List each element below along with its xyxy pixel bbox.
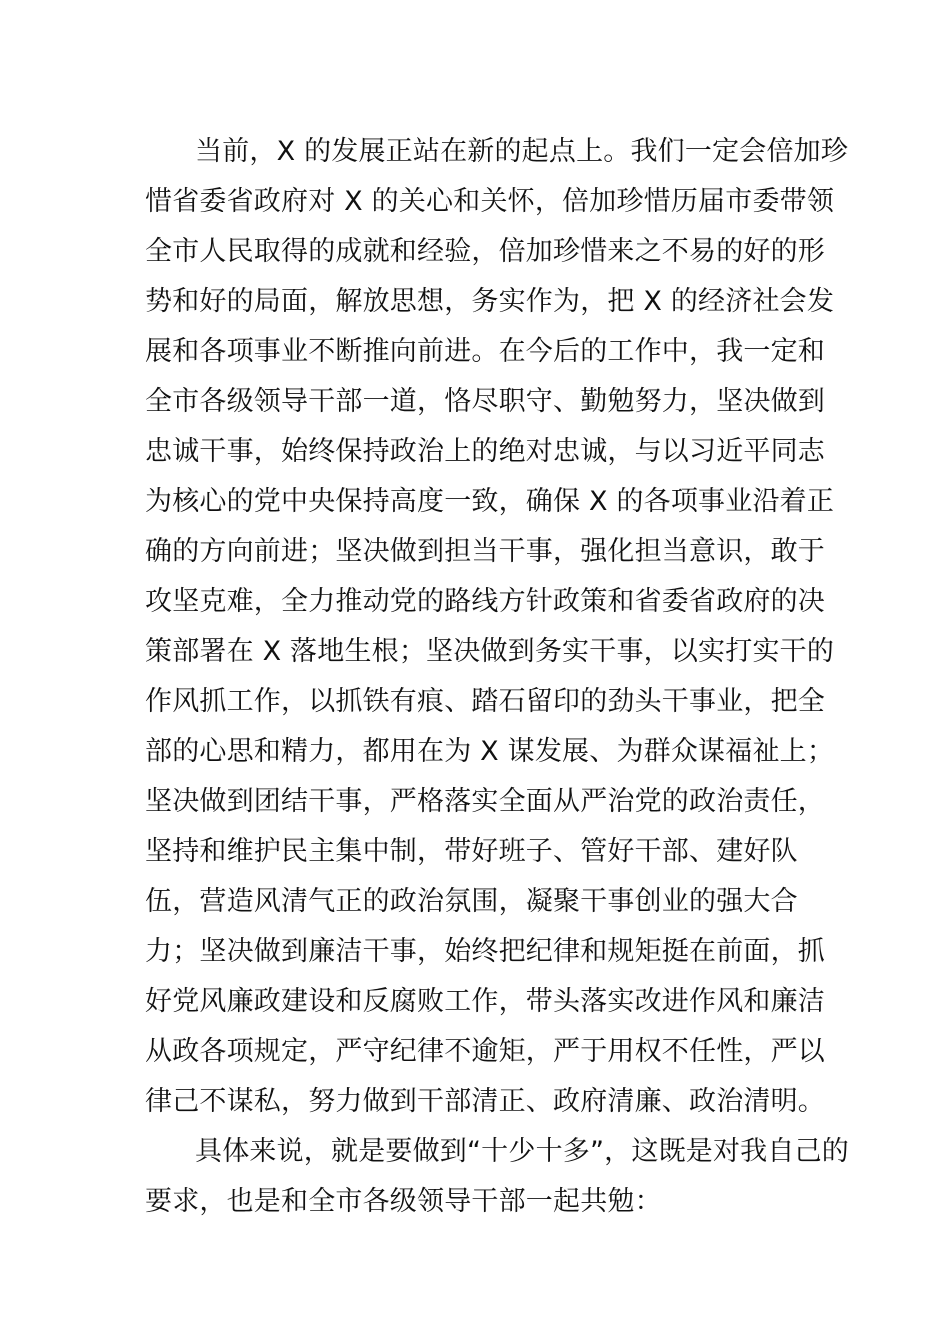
text-line: 势和好的局面，解放思想，务实作为，把 X 的经济社会发 (145, 286, 835, 317)
text-line: 具体来说，就是要做到“十少十多”，这既是对我自己的 (195, 1136, 849, 1167)
text-line: 全市人民取得的成就和经验，倍加珍惜来之不易的好的形 (145, 236, 825, 267)
text-line: 作风抓工作，以抓铁有痕、踏石留印的劲头干事业，把全 (145, 686, 825, 717)
text-line: 确的方向前进；坚决做到担当干事，强化担当意识，敢于 (145, 536, 825, 567)
text-line: 当前，X 的发展正站在新的起点上。我们一定会倍加珍 (195, 136, 849, 167)
text-line: 坚决做到团结干事，严格落实全面从严治党的政治责任， (145, 786, 825, 817)
text-line: 坚持和维护民主集中制，带好班子、管好干部、建好队 (145, 836, 798, 867)
text-line: 伍，营造风清气正的政治氛围，凝聚干事创业的强大合 (145, 886, 798, 917)
text-line: 为核心的党中央保持高度一致，确保 X 的各项事业沿着正 (145, 486, 835, 517)
text-line: 部的心思和精力，都用在为 X 谋发展、为群众谋福祉上； (145, 736, 835, 767)
text-line: 全市各级领导干部一道，恪尽职守、勤勉努力，坚决做到 (145, 386, 825, 417)
text-line: 展和各项事业不断推向前进。在今后的工作中，我一定和 (145, 336, 825, 367)
text-line: 律己不谋私，努力做到干部清正、政府清廉、政治清明。 (145, 1086, 825, 1117)
text-line: 惜省委省政府对 X 的关心和关怀，倍加珍惜历届市委带领 (145, 186, 835, 217)
text-line: 攻坚克难，全力推动党的路线方针政策和省委省政府的决 (145, 586, 825, 617)
text-line: 力；坚决做到廉洁干事，始终把纪律和规矩挺在前面，抓 (145, 936, 825, 967)
text-line: 策部署在 X 落地生根；坚决做到务实干事，以实打实干的 (145, 636, 835, 667)
text-line: 从政各项规定，严守纪律不逾矩，严于用权不任性，严以 (145, 1036, 825, 1067)
text-line: 要求，也是和全市各级领导干部一起共勉： (145, 1186, 662, 1217)
text-line: 忠诚干事，始终保持政治上的绝对忠诚，与以习近平同志 (145, 436, 825, 467)
text-line: 好党风廉政建设和反腐败工作，带头落实改进作风和廉洁 (145, 986, 825, 1017)
